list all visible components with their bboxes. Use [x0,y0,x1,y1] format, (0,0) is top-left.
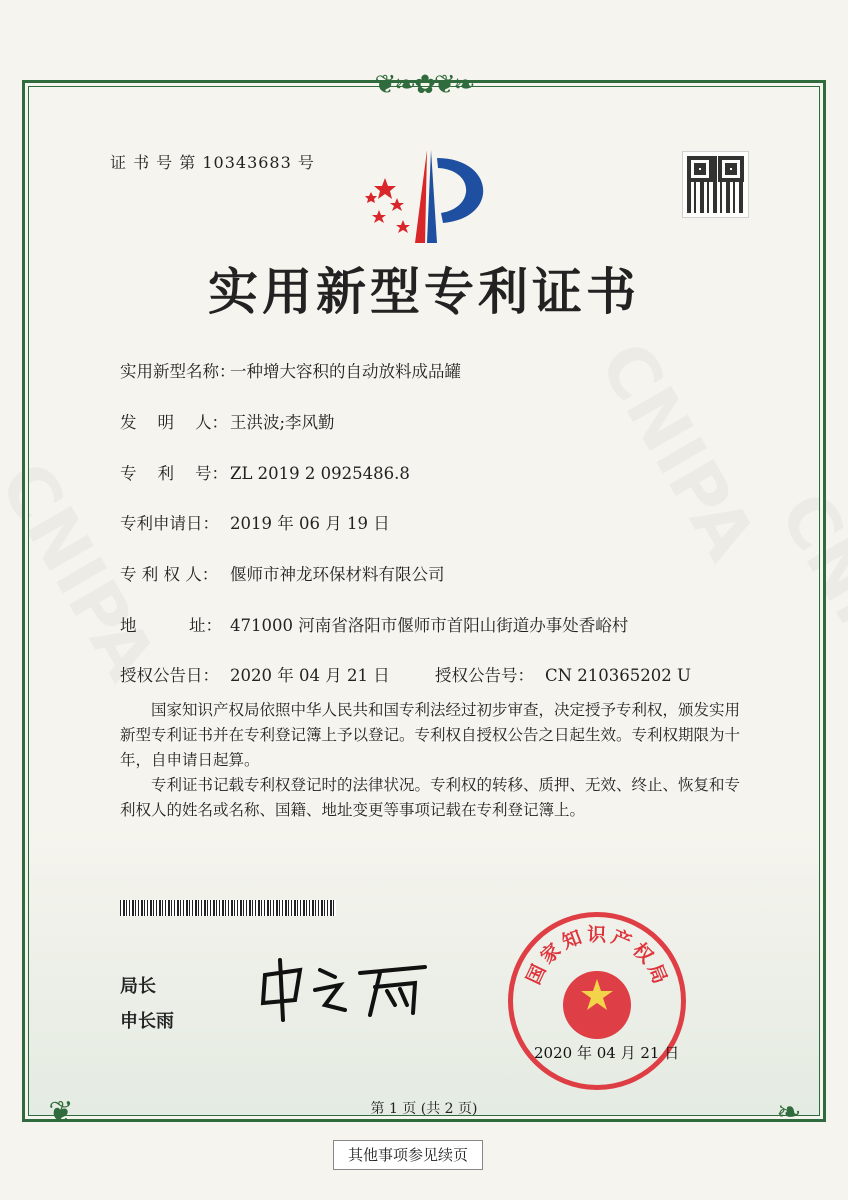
field-inventor [120,409,335,433]
field-value: 2019 年 06 月 19 日 [230,514,390,533]
field-label: 专 利 号： [120,464,228,483]
field-label: 授权公告号： [435,666,534,685]
official-seal [508,912,686,1090]
field-value: 偃师市神龙环保材料有限公司 [230,565,445,584]
field-value: 王洪波;李风勤 [230,413,335,432]
field-value: CN 210365202 U [545,666,691,685]
field-grant-date [120,662,390,686]
director-title: 局长 [120,976,156,997]
page-indicator: 第 1 页 (共 2 页) [370,1101,478,1117]
certificate-number: 证 书 号 第 10343683 号 [110,153,315,172]
barcode [120,900,336,916]
field-publication-number [435,662,691,686]
seal-text: 国家知识产权局 [522,923,673,991]
statement-paragraph: 国家知识产权局依照中华人民共和国专利法经过初步审查，决定授予专利权，颁发实用新型专利证书并在专利登记簿上予以登记。专利权自授权公告之日起生效。专利权期限为十年，自申请日起算。 [120,701,741,769]
signature [255,955,435,1025]
field-patent-number [120,460,410,484]
corner-ornament-icon: ❦ [48,1095,72,1130]
corner-ornament-icon: ❧ [776,1095,800,1130]
field-label: 发 明 人： [120,413,228,432]
field-value: 一种增大容积的自动放料成品罐 [230,362,461,381]
field-value: 2020 年 04 月 21 日 [230,666,390,685]
field-value: 471000 河南省洛阳市偃师市首阳山街道办事处香峪村 [230,616,629,635]
statement-paragraph: 专利证书记载专利权登记时的法律状况。专利权的转移、质押、无效、终止、恢复和专利权人的姓名或名称、国籍、地址变更等事项记载在专利登记簿上。 [120,776,741,819]
field-application-date [120,510,390,534]
seal-date: 2020 年 04 月 21 日 [534,1044,680,1062]
field-label: 专利申请日： [120,514,219,533]
field-name [120,358,461,382]
qr-code [683,152,748,217]
field-patentee [120,561,445,585]
field-address [120,612,628,636]
field-label: 授权公告日： [120,666,219,685]
certificate-title: 实用新型专利证书 [208,263,640,321]
continued-note: 其他事项参见续页 [333,1140,483,1170]
director-name: 申长雨 [120,1011,174,1032]
cnipa-logo [365,148,495,248]
field-value: ZL 2019 2 0925486.8 [230,464,410,483]
ornament-icon: ❦❧✿❦❧ [374,70,474,100]
field-label: 专 利 权 人： [120,565,219,584]
field-label: 实用新型名称： [120,362,236,381]
field-label: 地 址： [120,616,222,635]
